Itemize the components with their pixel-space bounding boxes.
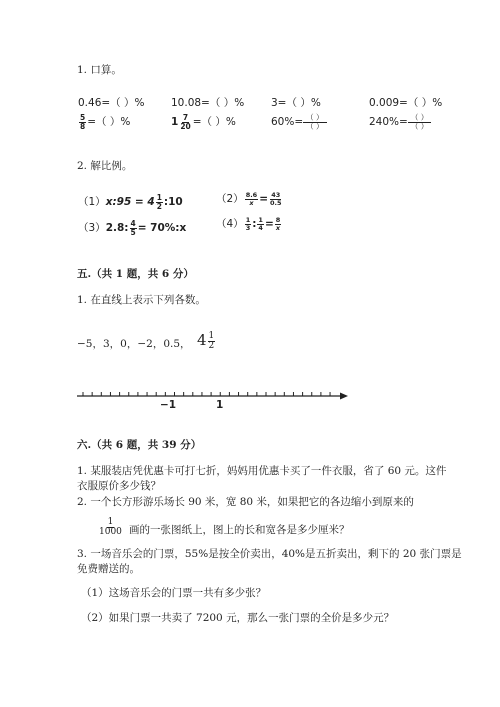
fraction: $\frac{1}{3}$ <box>245 216 251 232</box>
fraction: $\frac{43}{0.5}$ <box>270 191 282 207</box>
number-list: −5，3，0，−2，0.5， <box>77 338 191 350</box>
oral-calc-item: 0.46=（ ）% <box>78 97 145 109</box>
section2-heading: 2. 解比例。 <box>77 160 133 172</box>
section5-heading: 五.（共 1 题，共 6 分） <box>77 268 194 280</box>
fraction: $\frac{4}{5}$ <box>130 219 136 237</box>
section1-heading: 1. 口算。 <box>77 64 122 76</box>
oral-calc-item: 240%= $\frac{( )}{( )}$ <box>369 114 431 130</box>
blank-fraction: $\frac{( )}{( )}$ <box>303 114 326 130</box>
fraction: $\frac{1}{2}$ <box>208 330 215 351</box>
fraction: $\frac{8}{x}$ <box>275 216 281 232</box>
question-text: 2. 一个长方形游乐场长 90 米，宽 80 米，如果把它的各边缩小到原来的 <box>77 496 414 508</box>
fraction: $\frac{5}{8}$ <box>80 113 86 131</box>
fraction: $\frac{1}{4}$ <box>258 216 263 232</box>
question-text: 1. 在直线上表示下列各数。 <box>77 294 206 306</box>
proportion-4: （4） $\frac{1}{3}$ : $\frac{1}{4}$ = $\frac{8}{x}$ <box>216 216 281 232</box>
oral-calc-item: 60%= $\frac{( )}{( )}$ <box>271 114 327 130</box>
blank-fraction: $\frac{( )}{( )}$ <box>408 114 431 130</box>
question-text: 免费赠送的。 <box>77 563 140 575</box>
oral-calc-item: 3=（ ）% <box>271 97 321 109</box>
question-text: 1. 某服装店凭优惠卡可打七折，妈妈用优惠卡买了一件衣服，省了 60 元。这件 <box>77 465 447 477</box>
fraction: $\frac{1}{2}$ <box>156 193 162 211</box>
oral-calc-item: $\frac{5}{8}$ =（ ）% <box>80 113 131 131</box>
question-text: 3. 一场音乐会的门票，55%是按全价卖出，40%是五折卖出，剩下的 20 张门票是 <box>77 548 462 560</box>
fraction: $\frac{8.6}{x}$ <box>245 191 258 207</box>
sub-question: （1）这场音乐会的门票一共有多少张？ <box>81 587 267 599</box>
question-text: 画的一张图纸上，图上的长和宽各是多少厘米？ <box>129 524 350 536</box>
sub-question: （2）如果门票一共卖了 7200 元，那么一张门票的全价是多少元？ <box>81 612 395 624</box>
oral-calc-item: 1 $\frac{7}{20}$ =（ ）% <box>171 113 236 131</box>
fraction: $\frac{7}{20}$ <box>180 113 191 131</box>
proportion-2: （2） $\frac{8.6}{x}$ = $\frac{43}{0.5}$ <box>216 191 282 207</box>
proportion-1: （1）x:95 = 4 $\frac{1}{2}$ :10 <box>78 193 183 211</box>
oral-calc-item: 0.009=（ ）% <box>369 97 443 109</box>
arrow-right-icon <box>340 393 348 400</box>
axis-label: 1 <box>216 399 224 411</box>
oral-calc-item: 10.08=（ ）% <box>171 97 245 109</box>
proportion-3: （3）2.8: $\frac{4}{5}$ = 70%:x <box>78 219 187 237</box>
mixed-number: 4 $\frac{1}{2}$ <box>197 330 215 351</box>
axis-label: −1 <box>160 399 177 411</box>
section6-heading: 六.（共 6 题，共 39 分） <box>77 439 202 451</box>
fraction: $\frac{1}{1000}$ <box>99 517 122 537</box>
question-text: 衣服原价多少钱？ <box>77 480 161 492</box>
